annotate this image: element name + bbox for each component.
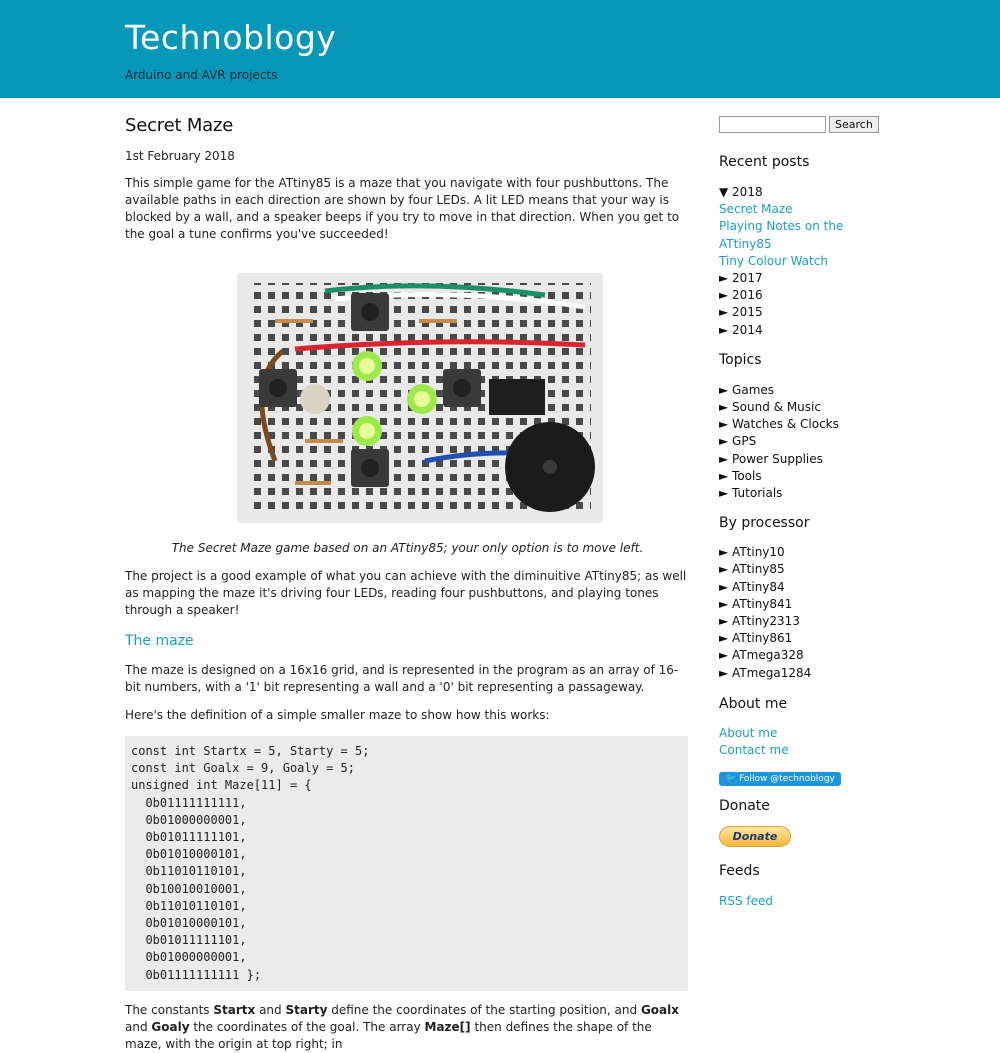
about-item[interactable] [719,742,899,759]
about-item[interactable] [719,725,899,742]
processor-item[interactable]: ► ATtiny2313 [719,614,800,629]
topic-item[interactable]: ► Power Supplies [719,451,823,466]
topic-item[interactable]: ► Tutorials [719,486,783,501]
breadboard-illustration [125,261,688,529]
topics-list [719,382,899,502]
recent-post-link[interactable]: Playing Notes on the ATtiny85 [719,219,844,251]
post-date: 1st February 2018 [125,149,235,163]
recent-post-item[interactable]: ► 2017 [719,271,763,286]
post-intro: This simple game for the ATtiny85 is a maze that you navigate with four pushbuttons. The available paths in each direction are shown by four LEDs. A lit LED means that your way is blocked by a wall, and a speaker beeps if you try to move in that direction. When you get to the goal a tune confirms you've succeeded! [125,176,680,241]
search-button[interactable]: Search [829,116,879,133]
twitter-follow [719,770,899,786]
processor-item[interactable]: ► ATtiny10 [719,545,785,560]
topic-item[interactable]: ► Tools [719,468,762,483]
recent-post-item[interactable] [719,218,899,252]
processor-item[interactable]: ► ATtiny84 [719,579,785,594]
recent-post-item[interactable]: ▼ 2018 [719,185,763,199]
section-heading-maze: The maze [125,633,194,649]
topics-heading: Topics [719,351,762,368]
photo-caption: The Secret Maze game based on an ATtiny85; your only option is to move left. [171,541,644,555]
processor-item[interactable]: ► ATtiny841 [719,596,793,611]
topic-item[interactable]: ► Sound & Music [719,400,821,415]
processor-item[interactable]: ► ATmega1284 [719,665,812,680]
recent-posts-heading: Recent posts [719,154,810,170]
about-link[interactable]: About me [719,725,778,740]
recent-post-item[interactable]: ► 2016 [719,288,763,303]
about-links [719,725,899,759]
post-paragraph: The constants Startx and Starty define the coordinates of the starting position, and Goalx and Goaly the coordinates of the goal. The array Maze[] then defines the shape of the maze, with the origin at top right; in [125,1002,679,1051]
topic-item[interactable]: ► GPS [719,434,757,449]
donate-button[interactable]: Donate [719,826,791,847]
recent-post-item[interactable] [719,253,899,270]
recent-post-item[interactable] [719,201,899,218]
post-title: Secret Maze [125,115,234,136]
about-heading: About me [719,695,788,712]
topic-item[interactable]: ► Games [719,382,775,397]
maze-code-block: const int Startx = 5, Starty = 5; const int Goalx = 9, Goaly = 5; unsigned int Maze[11] = { 0b01111111111, 0b01000000001, 0b01011111101, 0b01010000101, 0b11010110101, 0b10010010001, 0b11010110101, 0b01010000101, 0b01011111101, 0b01000000001, 0b01111111111 }; [125,736,688,991]
by-processor-heading: By processor [719,515,810,532]
rss-feed-link[interactable]: RSS feed [719,894,773,909]
recent-post-link[interactable]: Tiny Colour Watch [719,253,828,268]
donate-row [719,826,899,847]
site-tagline: Arduino and AVR projects [125,68,278,82]
about-link[interactable]: Contact me [719,743,789,758]
post-content [125,110,690,1053]
sidebar [719,116,899,908]
search-input[interactable] [719,116,826,133]
donate-heading: Donate [719,798,770,815]
processor-item[interactable]: ► ATtiny85 [719,562,785,577]
breadboard-photo [125,261,688,529]
processor-list [719,544,899,682]
recent-post-item[interactable]: ► 2015 [719,305,763,320]
attiny85-chip [489,379,545,415]
recent-post-item[interactable]: ► 2014 [719,322,763,337]
search-form [719,116,899,133]
post-paragraph: The maze is designed on a 16x16 grid, and is represented in the program as an array of 16-bit numbers, with a '1' bit representing a wall and a '0' bit representing a passageway. [125,663,679,694]
twitter-follow-button[interactable] [719,772,841,786]
recent-posts-list [719,184,899,339]
post-paragraph: The project is a good example of what you can achieve with the diminuitive ATtiny85; as well as mapping the maze it's driving four LEDs, reading four pushbuttons, and playing tones through a speaker! [125,569,687,617]
processor-item[interactable]: ► ATtiny861 [719,631,793,646]
post-paragraph: Here's the definition of a simple smaller maze to show how this works: [125,708,550,722]
site-title[interactable]: Technoblogy [125,18,337,57]
recent-post-link[interactable]: Secret Maze [719,202,793,217]
led-left [300,384,330,414]
twitter-follow-label: Follow @technoblogy [739,774,835,785]
feeds-row [719,894,899,908]
site-header [0,0,1000,98]
feeds-heading: Feeds [719,863,760,880]
topic-item[interactable]: ► Watches & Clocks [719,417,839,432]
processor-item[interactable]: ► ATmega328 [719,648,804,663]
twitter-bird-icon: 🐦 [725,774,740,785]
